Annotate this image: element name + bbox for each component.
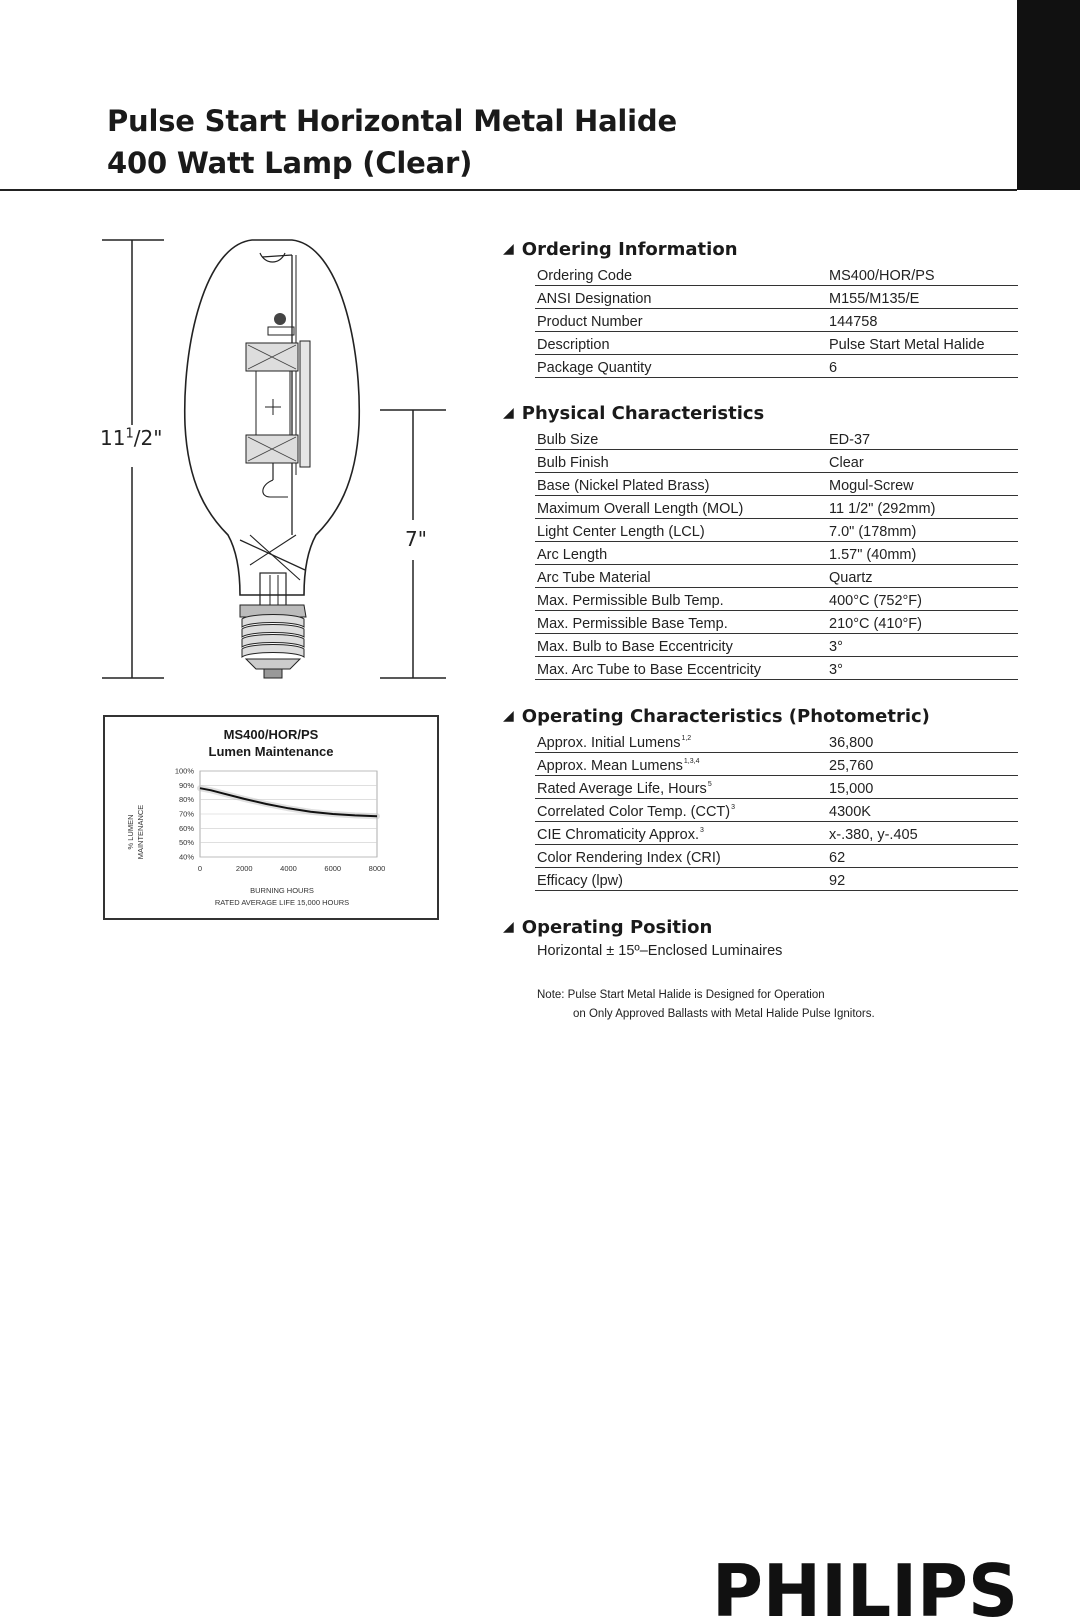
lumen-maintenance-chart <box>103 715 439 920</box>
row-value: M155/M135/E <box>829 291 920 307</box>
table-row <box>535 845 1018 868</box>
section-marker-icon: ◢ <box>503 405 514 421</box>
row-value: MS400/HOR/PS <box>829 268 935 284</box>
row-label-text: Maximum Overall Length (MOL) <box>537 501 744 517</box>
position-heading <box>503 915 1018 939</box>
operation-note <box>537 986 875 1024</box>
row-label-text: Correlated Color Temp. (CCT) <box>537 804 731 820</box>
table-row <box>535 332 1018 355</box>
row-value: 36,800 <box>829 735 874 751</box>
footnote-ref: 1,2 <box>681 735 692 742</box>
row-value: 6 <box>829 360 838 376</box>
row-label <box>535 291 829 307</box>
physical-heading-text: Physical Characteristics <box>521 402 765 424</box>
physical-heading <box>503 401 1018 425</box>
note-line1: Note: Pulse Start Metal Halide is Designed for Operation <box>537 989 825 1001</box>
section-marker-icon: ◢ <box>503 708 514 724</box>
table-row <box>535 822 1018 845</box>
footnote-ref: 3 <box>731 804 736 811</box>
overall-length-fraction-num: 1 <box>125 426 134 442</box>
row-label <box>535 850 829 866</box>
row-value: 62 <box>829 850 846 866</box>
row-value: 210°C (410°F) <box>829 616 922 632</box>
row-label <box>535 432 829 448</box>
row-label <box>535 570 829 586</box>
row-value: Clear <box>829 455 864 471</box>
footnote-ref: 3 <box>699 827 704 834</box>
y-tick-label: 80% <box>178 795 194 805</box>
row-label-text: Light Center Length (LCL) <box>537 524 705 540</box>
table-row <box>535 473 1018 496</box>
table-row <box>535 263 1018 286</box>
operating-heading-text: Operating Characteristics (Photometric) <box>521 705 930 727</box>
row-label-text: Bulb Finish <box>537 455 609 471</box>
row-label-text: Base (Nickel Plated Brass) <box>537 478 710 494</box>
physical-table <box>535 427 1018 680</box>
row-label <box>535 804 829 820</box>
chart-plot <box>105 717 437 918</box>
corner-black-tab <box>1017 0 1080 190</box>
lamp-illustration <box>100 235 460 685</box>
section-marker-icon: ◢ <box>503 919 514 935</box>
y-axis-label-line2: MAINTENANCE <box>136 804 145 860</box>
row-value: 11 1/2" (292mm) <box>829 501 936 517</box>
row-value: Mogul-Screw <box>829 478 914 494</box>
light-center-label: 7" <box>405 527 427 551</box>
footnote-ref: 1,3,4 <box>683 758 700 765</box>
row-label-text: Description <box>537 337 610 353</box>
row-label-text: Ordering Code <box>537 268 633 284</box>
x-tick-label: 4000 <box>280 864 297 873</box>
row-value: 3° <box>829 639 843 655</box>
ordering-section <box>503 237 1018 378</box>
x-axis-label-line1: BURNING HOURS <box>250 886 314 895</box>
row-value: 3° <box>829 662 843 678</box>
position-text: Horizontal ± 15º–Enclosed Luminaires <box>537 943 783 959</box>
row-label-text: ANSI Designation <box>537 291 652 307</box>
position-section <box>503 915 1018 959</box>
row-value: Pulse Start Metal Halide <box>829 337 985 353</box>
y-tick-label: 40% <box>178 852 194 862</box>
row-label <box>535 735 829 751</box>
row-label-text: Efficacy (lpw) <box>537 873 623 889</box>
table-row <box>535 611 1018 634</box>
overall-length-fraction-den: /2" <box>133 426 163 450</box>
row-value: ED-37 <box>829 432 871 448</box>
x-tick-label: 6000 <box>324 864 342 873</box>
table-row <box>535 588 1018 611</box>
row-label-text: Arc Length <box>537 547 608 563</box>
row-label-text: Bulb Size <box>537 432 599 448</box>
x-axis-label-line2: RATED AVERAGE LIFE 15,000 HOURS <box>214 898 350 907</box>
row-label-text: Approx. Initial Lumens <box>537 735 681 751</box>
row-label-text: Max. Permissible Bulb Temp. <box>537 593 724 609</box>
row-label <box>535 360 829 376</box>
row-label <box>535 593 829 609</box>
row-label-text: Max. Permissible Base Temp. <box>537 616 728 632</box>
x-tick-label: 8000 <box>368 864 386 873</box>
table-row <box>535 519 1018 542</box>
physical-section <box>503 401 1018 680</box>
table-row <box>535 565 1018 588</box>
row-label <box>535 639 829 655</box>
row-label <box>535 616 829 632</box>
row-value: 7.0" (178mm) <box>829 524 917 540</box>
footnote-ref: 5 <box>707 781 712 788</box>
table-row <box>535 634 1018 657</box>
chart-title-line1: MS400/HOR/PS <box>223 727 319 742</box>
note-line2: on Only Approved Ballasts with Metal Halide Pulse Ignitors. <box>573 1008 875 1020</box>
row-label-text: Arc Tube Material <box>537 570 651 586</box>
row-label <box>535 337 829 353</box>
row-label <box>535 758 829 774</box>
row-label <box>535 827 829 843</box>
operating-table <box>535 730 1018 891</box>
table-row <box>535 450 1018 473</box>
row-value: 1.57" (40mm) <box>829 547 917 563</box>
row-label <box>535 501 829 517</box>
position-heading-text: Operating Position <box>521 916 713 938</box>
row-label-text: Max. Bulb to Base Eccentricity <box>537 639 733 655</box>
x-tick-label: 0 <box>197 864 203 873</box>
row-value: 25,760 <box>829 758 874 774</box>
y-tick-label: 90% <box>178 780 194 790</box>
row-value: 400°C (752°F) <box>829 593 922 609</box>
row-value: 92 <box>829 873 846 889</box>
table-row <box>535 427 1018 450</box>
row-label <box>535 873 829 889</box>
row-value: 144758 <box>829 314 878 330</box>
row-label-text: Product Number <box>537 314 643 330</box>
table-row <box>535 776 1018 799</box>
row-label <box>535 455 829 471</box>
row-label <box>535 478 829 494</box>
ordering-heading <box>503 237 1018 261</box>
table-row <box>535 286 1018 309</box>
table-row <box>535 868 1018 891</box>
overall-length-whole: 11 <box>100 426 126 450</box>
row-label <box>535 268 829 284</box>
section-marker-icon: ◢ <box>503 241 514 257</box>
table-row <box>535 309 1018 332</box>
table-row <box>535 542 1018 565</box>
series-band <box>200 788 377 816</box>
row-value: 4300K <box>829 804 871 820</box>
title-divider <box>0 189 1017 191</box>
operating-section <box>503 704 1018 891</box>
row-label-text: Color Rendering Index (CRI) <box>537 850 721 866</box>
table-row <box>535 753 1018 776</box>
row-value: x-.380, y-.405 <box>829 827 918 843</box>
ordering-heading-text: Ordering Information <box>521 238 738 260</box>
row-label-text: CIE Chromaticity Approx. <box>537 827 699 843</box>
table-row <box>535 496 1018 519</box>
row-label <box>535 781 829 797</box>
y-tick-label: 70% <box>178 809 194 819</box>
table-row <box>535 799 1018 822</box>
row-label-text: Approx. Mean Lumens <box>537 758 683 774</box>
row-value: Quartz <box>829 570 873 586</box>
lamp-diagram <box>100 235 460 685</box>
row-label <box>535 524 829 540</box>
page-title-line2: 400 Watt Lamp (Clear) <box>107 146 473 180</box>
overall-length-label <box>100 426 162 450</box>
ordering-table <box>535 263 1018 378</box>
operating-heading <box>503 704 1018 728</box>
row-label-text: Rated Average Life, Hours <box>537 781 707 797</box>
chart-title-line2: Lumen Maintenance <box>208 744 334 759</box>
x-tick-label: 2000 <box>235 864 253 873</box>
row-label <box>535 547 829 563</box>
page-title <box>107 100 677 184</box>
philips-logo <box>712 1556 1020 1620</box>
row-value: 15,000 <box>829 781 874 797</box>
philips-logo-text: PHILIPS <box>712 1556 1018 1620</box>
table-row <box>535 355 1018 378</box>
row-label <box>535 314 829 330</box>
table-row <box>535 730 1018 753</box>
y-tick-label: 60% <box>178 823 194 833</box>
y-axis-label-line1: % LUMEN <box>126 814 135 850</box>
y-tick-label: 100% <box>174 766 194 776</box>
row-label <box>535 662 829 678</box>
y-tick-label: 50% <box>178 838 194 848</box>
row-label-text: Max. Arc Tube to Base Eccentricity <box>537 662 762 678</box>
table-row <box>535 657 1018 680</box>
row-label-text: Package Quantity <box>537 360 652 376</box>
page-title-line1: Pulse Start Horizontal Metal Halide <box>107 104 677 138</box>
